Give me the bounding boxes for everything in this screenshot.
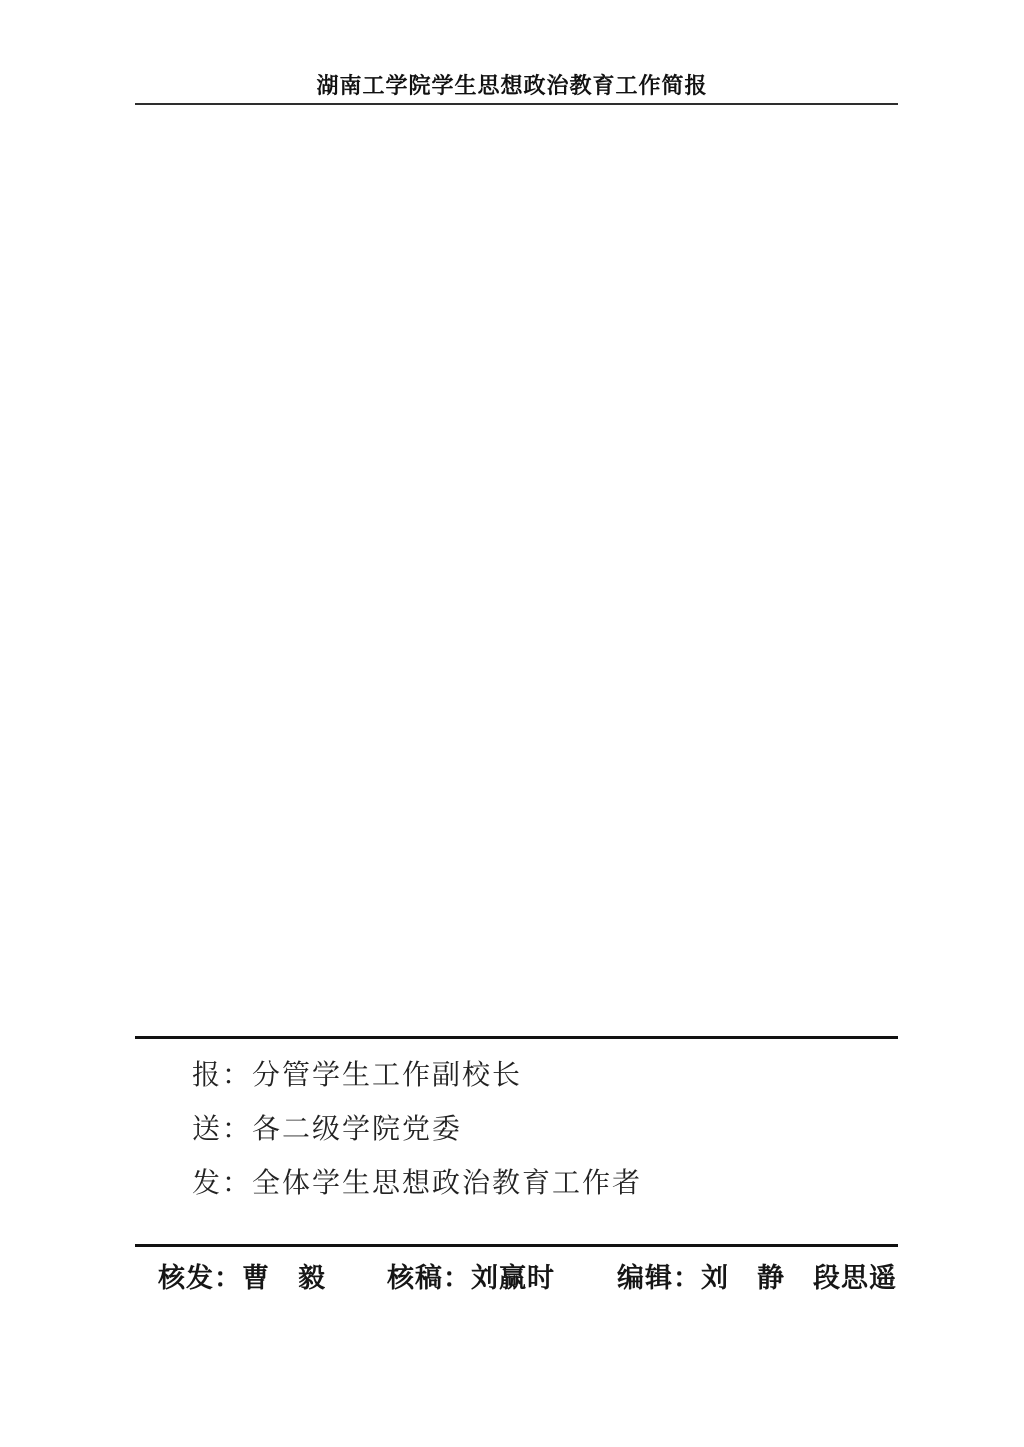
footer-reviewed-by: 核稿：刘赢时 bbox=[387, 1263, 555, 1293]
distribution-report-to-line: 报：分管学生工作副校长 bbox=[192, 1060, 523, 1091]
footer-edited-by: 编辑：刘 静 段思遥 bbox=[617, 1263, 897, 1293]
distribution-issue-to-line: 发：全体学生思想政治教育工作者 bbox=[192, 1168, 643, 1199]
header-divider-line bbox=[135, 103, 898, 105]
footer-divider-line bbox=[135, 1244, 898, 1247]
distribution-send-to-line: 送：各二级学院党委 bbox=[192, 1114, 463, 1145]
footer-approved-by: 核发：曹 毅 bbox=[158, 1263, 326, 1293]
distribution-top-divider-line bbox=[135, 1036, 898, 1039]
page-header-title: 湖南工学院学生思想政治教育工作简报 bbox=[316, 73, 708, 98]
